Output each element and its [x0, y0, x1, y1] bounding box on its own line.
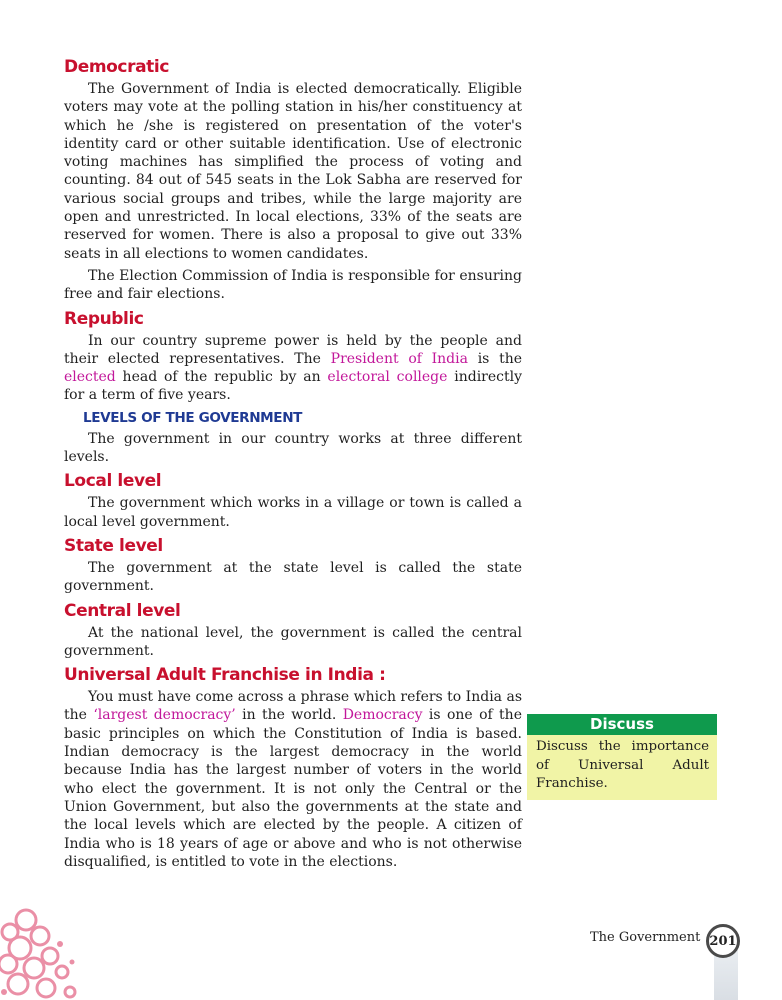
paragraph-democratic-2: The Election Commission of India is responsible for ensuring free and fair elections.	[64, 267, 522, 303]
paragraph-state-level: The government at the state level is called the state government.	[64, 559, 522, 595]
discuss-box	[527, 714, 717, 800]
franchise-text-1: You must have come across a phrase which refers to India as the	[64, 689, 522, 724]
link-largest-democracy[interactable]: ‘largest democracy’	[93, 707, 236, 724]
republic-text-2: is the	[467, 350, 522, 367]
heading-state-level: State level	[64, 535, 163, 556]
heading-republic: Republic	[64, 308, 144, 329]
discuss-title: Discuss	[527, 714, 717, 735]
republic-text-1: In our country supreme power is held by the people and their elected representatives. The	[64, 332, 522, 367]
link-elected[interactable]: elected	[64, 369, 116, 386]
paragraph-levels: The government in our country works at three different levels.	[64, 430, 522, 466]
paragraph-local-level: The government which works in a village or town is called a local level government.	[64, 495, 522, 530]
paragraph-republic	[64, 332, 522, 405]
main-column	[64, 56, 522, 875]
link-electoral-college[interactable]: electoral college	[327, 369, 448, 386]
franchise-text-2: in the world.	[235, 707, 343, 724]
discuss-text: Discuss the importance of Universal Adult Franchise.	[536, 739, 709, 791]
republic-text-3: head of the republic by an	[115, 369, 328, 386]
paragraph-franchise	[64, 688, 522, 871]
footer-chapter-label: The Government	[590, 930, 701, 945]
link-democracy[interactable]: Democracy	[342, 707, 423, 724]
heading-central-level: Central level	[64, 600, 181, 621]
link-president-of-india[interactable]: President of India	[330, 350, 468, 367]
page-number-badge: 201	[706, 924, 740, 958]
decorative-circles-icon	[0, 902, 80, 1000]
republic-text-4: indirectly for a term of five years.	[64, 369, 522, 404]
heading-universal-adult-franchise: Universal Adult Franchise in India :	[64, 665, 386, 686]
heading-democratic: Democratic	[64, 57, 169, 77]
heading-levels-of-government: LEVELS OF THE GOVERNMENT	[83, 409, 303, 426]
paragraph-democratic-1: The Government of India is elected democratically. Eligible voters may vote at the polling station in his/her constituency at which he /she is registered on presentation of the voter's identity card or other suitable identification. Use of electronic voting machines has simplified the process of voting and counting. 84 out of 545 seats in the Lok Sabha are reserved for various social groups and tribes, while the large majority are open and unrestricted. In local elections, 33% of the seats are reserved for women. There is also a proposal to give out 33% seats in all elections to women candidates.	[64, 81, 522, 262]
heading-local-level: Local level	[64, 471, 162, 492]
paragraph-central-level: At the national level, the government is called the central government.	[64, 624, 522, 659]
franchise-text-3: is one of the basic principles on which the Constitution of India is based. Indian democracy is the largest democracy in the world because India has the largest number of voters in the world who elect the government. It is not only the Central or the Union Government, but also the governments at the state and the local levels which are elected by the people. A citizen of India who is 18 years of age or above and who is not otherwise disqualified, is entitled to vote in the elections.	[64, 707, 522, 870]
